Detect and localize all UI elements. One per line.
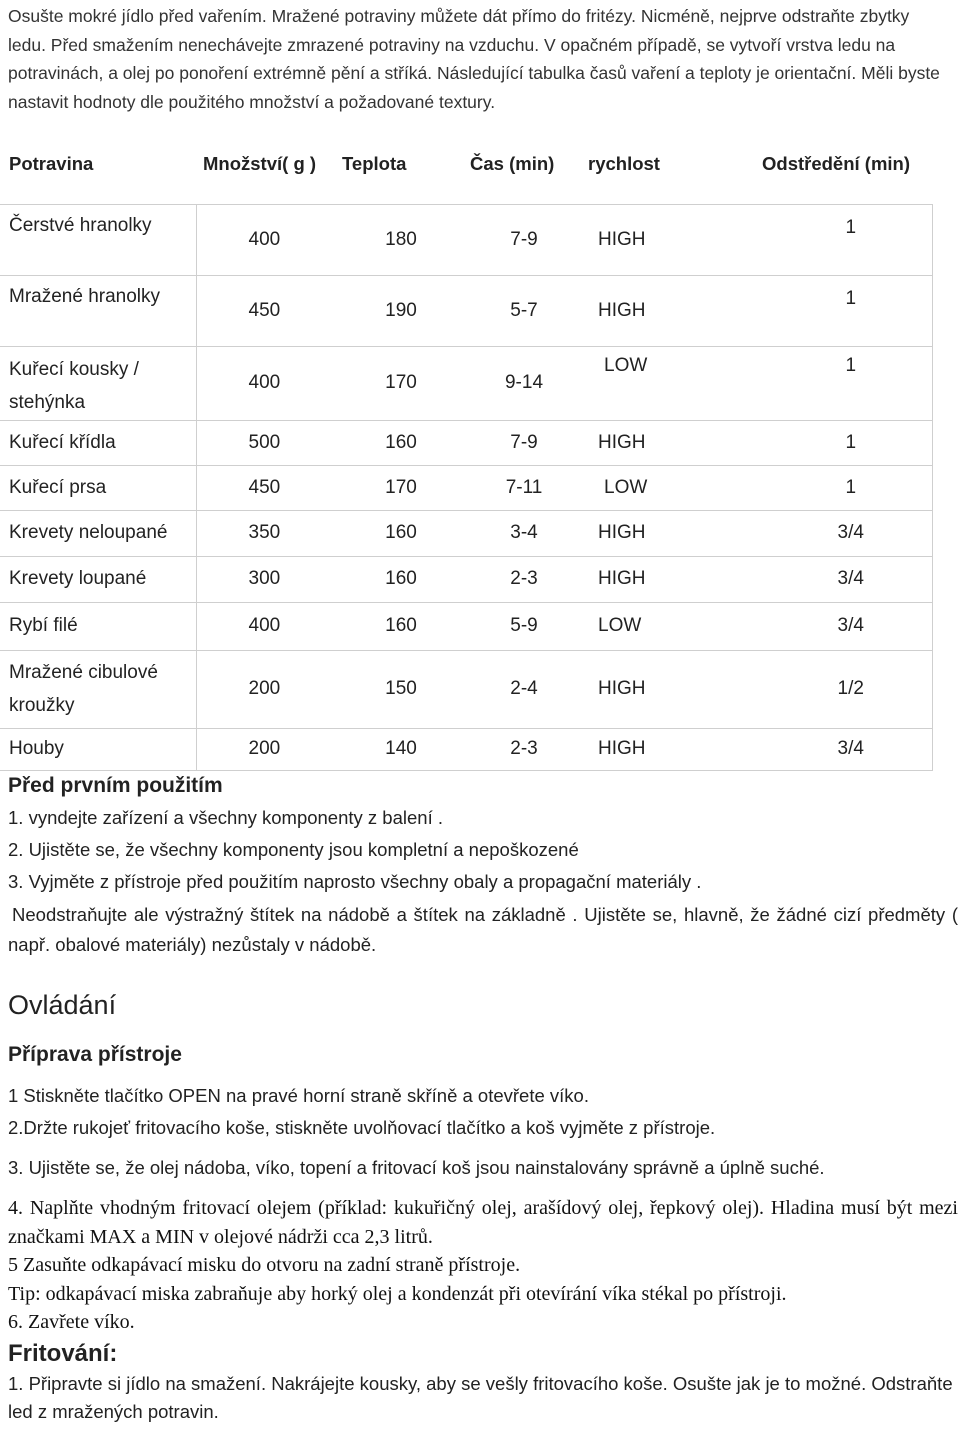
cell-amount: 200 bbox=[196, 650, 342, 728]
cell-temp: 140 bbox=[342, 728, 460, 770]
cell-amount: 400 bbox=[196, 346, 342, 420]
first-use-item: Neodstraňujte ale výstražný štítek na nádobě a štítek na základně . Ujistěte se, hlavně, že žádné cizí předměty ( např. obalové materiály) nezůstaly v nádobě. bbox=[8, 904, 958, 955]
cell-amount: 500 bbox=[196, 420, 342, 465]
cell-spin: 3/4 bbox=[740, 602, 932, 650]
cell-time: 2-4 bbox=[460, 650, 588, 728]
controls-item: 1 Stiskněte tlačítko OPEN na pravé horní straně skříně a otevřete víko. bbox=[8, 1085, 589, 1106]
table-row bbox=[0, 346, 932, 420]
controls-item: 4. Naplňte vhodným fritovací olejem (příklad: kukuřičný olej, arašídový olej, řepkový olej). Hladina musí být mezi značkami MAX a MIN v olejové nádrži cca 2,3 litrů. bbox=[8, 1197, 958, 1248]
cell-spin: 1 bbox=[740, 420, 932, 465]
col-header-time: Čas (min) bbox=[470, 153, 555, 174]
cell-spin: 1 bbox=[740, 204, 932, 275]
cell-food: Krevety loupané bbox=[0, 556, 196, 602]
cell-speed: LOW bbox=[588, 602, 740, 650]
cell-speed: HIGH bbox=[588, 275, 740, 346]
col-header-spin: Odstředění (min) bbox=[762, 153, 911, 174]
cell-time: 7-11 bbox=[460, 465, 588, 510]
cell-food: Mražené cibulové kroužky bbox=[0, 650, 196, 728]
table-row bbox=[0, 650, 932, 728]
cell-spin: 1 bbox=[740, 346, 932, 420]
cell-time: 5-7 bbox=[460, 275, 588, 346]
table-row bbox=[0, 556, 932, 602]
controls-item: 3. Ujistěte se, že olej nádoba, víko, topení a fritovací koš jsou nainstalovány správně a úplně suché. bbox=[8, 1157, 825, 1178]
cell-food: Kuřecí prsa bbox=[0, 465, 196, 510]
cell-speed: HIGH bbox=[588, 650, 740, 728]
cell-time: 2-3 bbox=[460, 728, 588, 770]
cell-time: 5-9 bbox=[460, 602, 588, 650]
cell-time: 7-9 bbox=[460, 420, 588, 465]
cell-speed: HIGH bbox=[588, 510, 740, 556]
table-row bbox=[0, 602, 932, 650]
cell-speed: HIGH bbox=[588, 204, 740, 275]
frying-heading: Fritování: bbox=[8, 1340, 118, 1367]
cell-spin: 1/2 bbox=[740, 650, 932, 728]
col-header-amount: Množství( g ) bbox=[203, 153, 317, 174]
cooking-table bbox=[0, 140, 933, 771]
cell-amount: 400 bbox=[196, 204, 342, 275]
cell-spin: 1 bbox=[740, 275, 932, 346]
cell-temp: 180 bbox=[342, 204, 460, 275]
first-use-item: 3. Vyjměte z přístroje před použitím naprosto všechny obaly a propagační materiály . bbox=[8, 871, 702, 892]
first-use-item: 1. vyndejte zařízení a všechny komponenty z balení . bbox=[8, 807, 443, 828]
cell-time: 7-9 bbox=[460, 204, 588, 275]
cell-food: Rybí filé bbox=[0, 602, 196, 650]
col-header-speed: rychlost bbox=[588, 153, 660, 174]
intro-paragraph: Osušte mokré jídlo před vařením. Mražené potraviny můžete dát přímo do fritézy. Nicméně, nejprve odstraňte zbytky ledu. Před smažením nenechávejte zmrazené potraviny na vzduchu. V opačném případě, se vytvoří vrstva ledu na potravinách, a olej po ponoření extrémně pění a stříká. Následující tabulka časů vaření a teploty je orientační. Měli byste nastavit hodnoty dle použitého množství a požadované textury. bbox=[8, 6, 940, 112]
cell-spin: 3/4 bbox=[740, 728, 932, 770]
frying-section bbox=[8, 1340, 958, 1426]
controls-section bbox=[8, 990, 958, 1337]
cell-time: 2-3 bbox=[460, 556, 588, 602]
cell-spin: 3/4 bbox=[740, 510, 932, 556]
cell-temp: 170 bbox=[342, 465, 460, 510]
table-row bbox=[0, 510, 932, 556]
cell-spin: 1 bbox=[740, 465, 932, 510]
controls-item: 2.Držte rukojeť fritovacího koše, stiskněte uvolňovací tlačítko a koš vyjměte z přístroje. bbox=[8, 1117, 716, 1138]
cell-speed: LOW bbox=[588, 346, 740, 420]
table-header-row bbox=[0, 140, 932, 188]
cell-temp: 160 bbox=[342, 420, 460, 465]
controls-heading: Ovládání bbox=[8, 990, 117, 1020]
frying-text: 1. Připravte si jídlo na smažení. Nakrájejte kousky, aby se vešly fritovacího koše. Osušte jak je to možné. Odstraňte led z mražených potravin. bbox=[8, 1373, 953, 1422]
cell-amount: 350 bbox=[196, 510, 342, 556]
controls-item: 5 Zasuňte odkapávací misku do otvoru na zadní straně přístroje. bbox=[8, 1254, 521, 1276]
controls-subheading: Příprava přístroje bbox=[8, 1043, 182, 1066]
cell-amount: 400 bbox=[196, 602, 342, 650]
table-row bbox=[0, 204, 932, 275]
table-row bbox=[0, 465, 932, 510]
table-row bbox=[0, 420, 932, 465]
cell-amount: 300 bbox=[196, 556, 342, 602]
col-header-food: Potravina bbox=[9, 153, 94, 174]
cell-time: 3-4 bbox=[460, 510, 588, 556]
cell-amount: 200 bbox=[196, 728, 342, 770]
table-row bbox=[0, 275, 932, 346]
cell-food: Kuřecí křídla bbox=[0, 420, 196, 465]
cell-food: Houby bbox=[0, 728, 196, 770]
cell-speed: HIGH bbox=[588, 556, 740, 602]
cell-amount: 450 bbox=[196, 465, 342, 510]
cell-food: Krevety neloupané bbox=[0, 510, 196, 556]
cell-temp: 170 bbox=[342, 346, 460, 420]
table-row bbox=[0, 728, 932, 770]
cell-temp: 190 bbox=[342, 275, 460, 346]
cell-food: Mražené hranolky bbox=[0, 275, 196, 346]
cell-amount: 450 bbox=[196, 275, 342, 346]
cell-food: Kuřecí kousky / stehýnka bbox=[0, 346, 196, 420]
controls-item: 6. Zavřete víko. bbox=[8, 1311, 135, 1333]
controls-tip: Tip: odkapávací miska zabraňuje aby horký olej a kondenzát při otevírání víka stékal po přístroji. bbox=[8, 1282, 787, 1305]
cell-time: 9-14 bbox=[460, 346, 588, 420]
first-use-item: 2. Ujistěte se, že všechny komponenty jsou kompletní a nepoškozené bbox=[8, 839, 579, 860]
cell-speed: HIGH bbox=[588, 420, 740, 465]
cell-speed: LOW bbox=[588, 465, 740, 510]
cell-temp: 160 bbox=[342, 556, 460, 602]
col-header-temp: Teplota bbox=[342, 153, 407, 174]
cell-food: Čerstvé hranolky bbox=[0, 204, 196, 275]
cell-temp: 160 bbox=[342, 510, 460, 556]
first-use-heading: Před prvním použitím bbox=[8, 774, 223, 797]
first-use-section bbox=[8, 770, 958, 960]
cell-spin: 3/4 bbox=[740, 556, 932, 602]
cell-speed: HIGH bbox=[588, 728, 740, 770]
cell-temp: 160 bbox=[342, 602, 460, 650]
cell-temp: 150 bbox=[342, 650, 460, 728]
